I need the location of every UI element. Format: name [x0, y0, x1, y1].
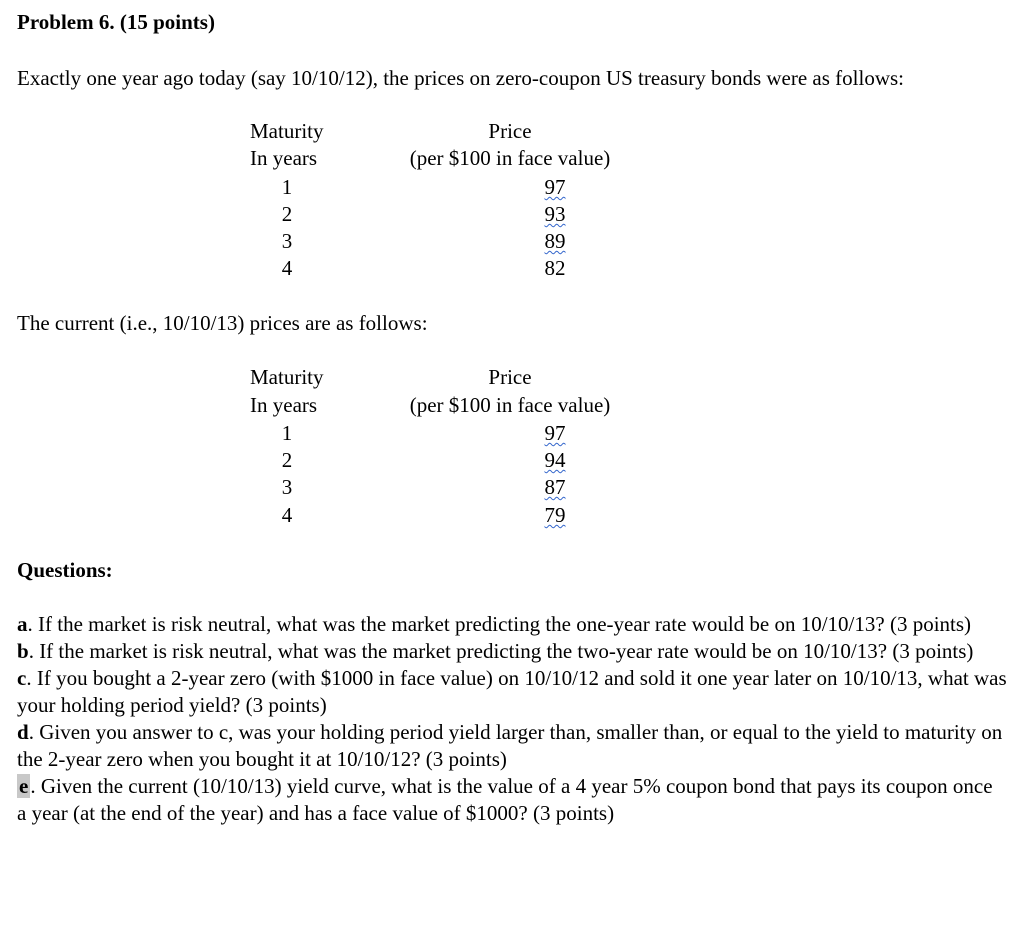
current-prices-paragraph: The current (i.e., 10/10/13) prices are as follows: — [17, 311, 428, 335]
past-maturity-2: 2 — [281, 202, 293, 226]
current-maturity-2: 2 — [281, 448, 293, 472]
question-d-letter: d — [17, 720, 29, 744]
current-price-2: 94 — [544, 448, 566, 472]
current-maturity-header-line1: Maturity — [250, 365, 324, 389]
past-price-header-line1: Price — [488, 119, 532, 143]
current-price-4: 79 — [544, 503, 566, 527]
past-price-2: 93 — [544, 202, 566, 226]
question-d-text: . Given you answer to c, was your holding period yield larger than, smaller than, or equal to the yield to maturity on the 2-year zero when you bought it at 10/10/12? (3 points) — [17, 720, 1003, 771]
question-c-text: . If you bought a 2-year zero (with $1000 in face value) on 10/10/12 and sold it one year later on 10/10/13, what was your holding period yield? (3 points) — [17, 666, 1007, 717]
current-price-row-1 — [380, 420, 640, 447]
question-a-text: . If the market is risk neutral, what was the market predicting the one-year rate would be on 10/10/13? (3 points) — [27, 612, 972, 636]
current-maturity-1: 1 — [281, 421, 293, 445]
past-price-row-3 — [380, 228, 640, 255]
current-maturity-header-line2: In years — [250, 393, 318, 417]
question-e-text: . Given the current (10/10/13) yield curve, what is the value of a 4 year 5% coupon bond that pays its coupon once a year (at the end of the year) and has a face value of $1000? (3 points) — [17, 774, 993, 825]
past-maturity-header-line2: In years — [250, 146, 318, 170]
past-price-1: 97 — [544, 175, 566, 199]
current-price-3: 87 — [544, 475, 566, 499]
problem-title: Problem 6. (15 points) — [17, 10, 215, 34]
current-maturity-4: 4 — [281, 503, 293, 527]
past-price-row-2 — [380, 201, 640, 228]
current-price-row-2 — [380, 447, 640, 474]
past-price-3: 89 — [544, 229, 566, 253]
past-maturity-4: 4 — [281, 256, 293, 280]
question-c-letter: c — [17, 666, 27, 690]
current-price-row-4 — [380, 502, 640, 529]
past-maturity-1: 1 — [281, 175, 293, 199]
current-maturity-3: 3 — [281, 475, 293, 499]
current-price-header-line2: (per $100 in face value) — [409, 393, 611, 417]
question-c — [17, 665, 1007, 719]
past-price-row-1 — [380, 174, 640, 201]
question-e — [17, 773, 1007, 827]
question-a — [17, 611, 1007, 638]
past-price-row-4 — [380, 255, 640, 282]
question-d — [17, 719, 1007, 773]
question-a-letter: a — [17, 612, 28, 636]
past-price-header-line2: (per $100 in face value) — [409, 146, 611, 170]
current-price-row-3 — [380, 474, 640, 501]
question-b — [17, 638, 1007, 665]
past-maturity-3: 3 — [281, 229, 293, 253]
questions-heading: Questions: — [17, 558, 113, 582]
question-b-text: . If the market is risk neutral, what was the market predicting the two-year rate would be on 10/10/13? (3 points) — [28, 639, 974, 663]
past-maturity-header-line1: Maturity — [250, 119, 324, 143]
intro-paragraph: Exactly one year ago today (say 10/10/12), the prices on zero-coupon US treasury bonds were as follows: — [17, 66, 904, 90]
questions-list — [17, 611, 1007, 827]
past-price-4: 82 — [544, 256, 566, 280]
question-b-letter: b — [17, 639, 29, 663]
question-e-letter: e — [19, 774, 29, 798]
current-price-1: 97 — [544, 421, 566, 445]
current-price-header-line1: Price — [488, 365, 532, 389]
